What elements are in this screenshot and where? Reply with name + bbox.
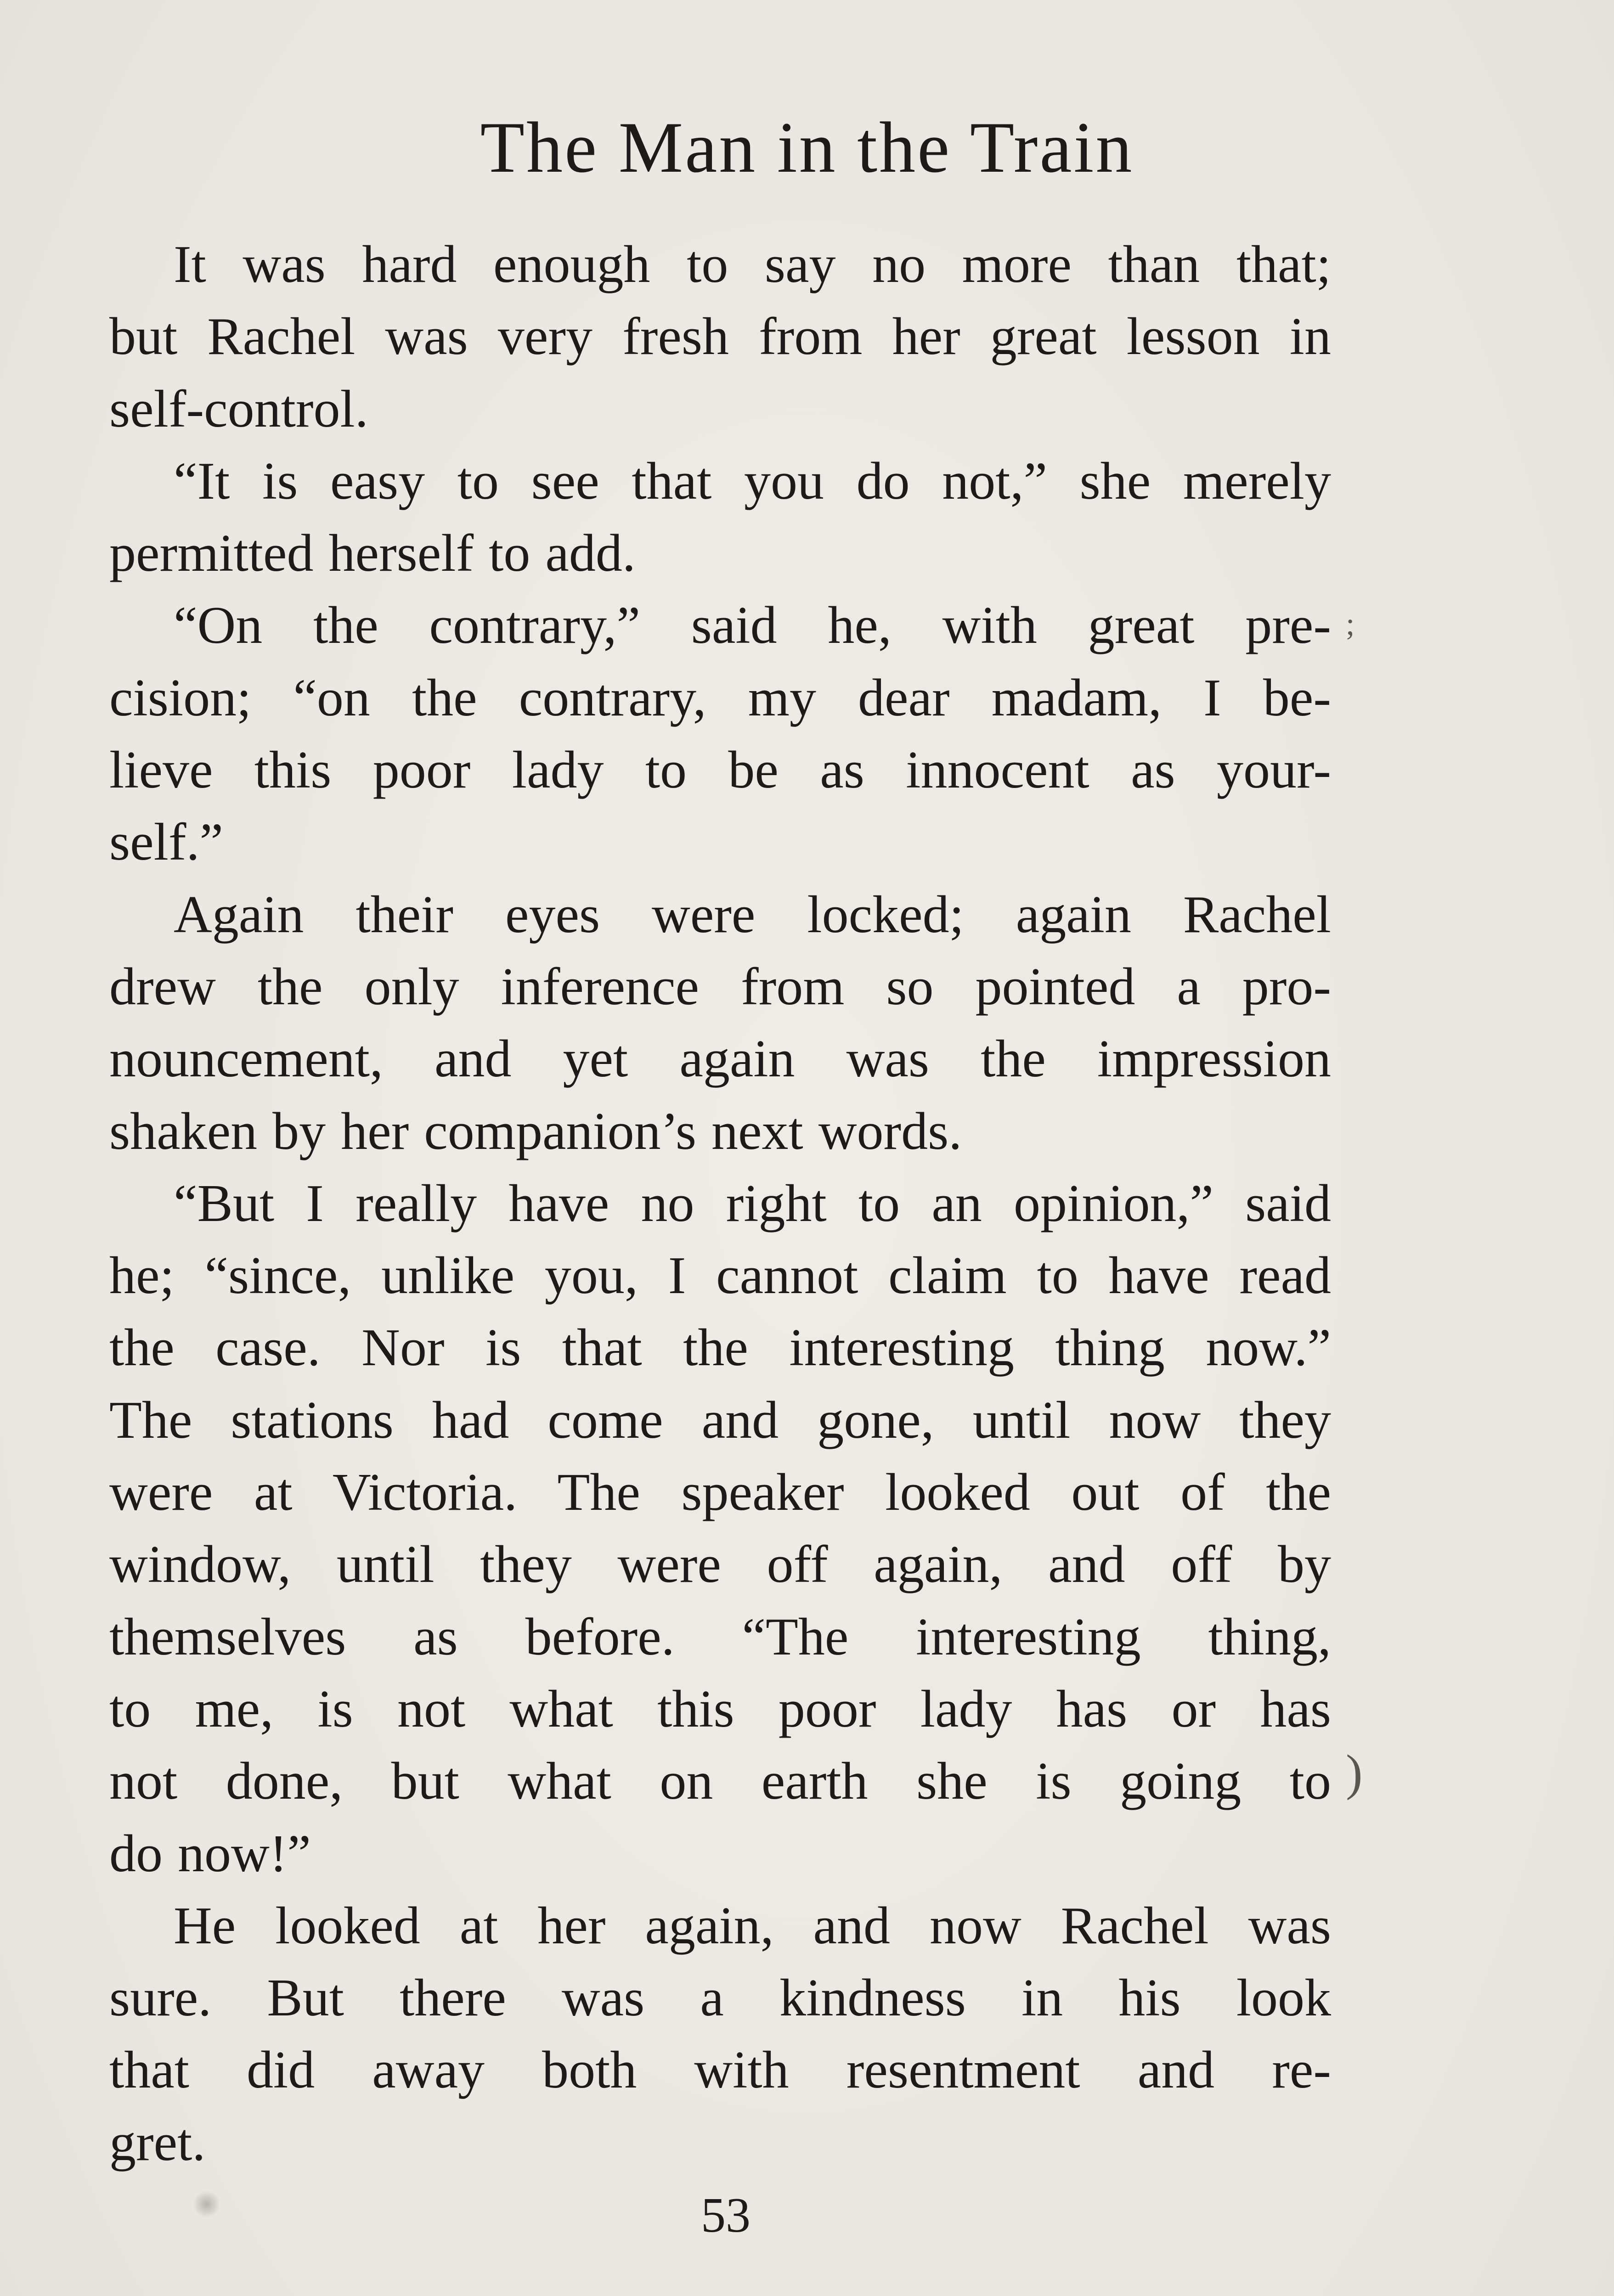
text-line: gret. — [109, 2113, 206, 2172]
text-line: that did away both with resentment and re- — [109, 2041, 1331, 2100]
text-line: to me, is not what this poor lady has or has — [109, 1679, 1331, 1739]
text-line: shaken by her companion’s next words. — [109, 1102, 962, 1161]
text-line: “It is easy to see that you do not,” she merely — [174, 451, 1331, 511]
text-line: sure. But there was a kindness in his look — [109, 1969, 1331, 2028]
page-number: 53 — [701, 2188, 751, 2243]
margin-mark-bracket: ) — [1346, 1745, 1363, 1801]
text-line: He looked at her again, and now Rachel was — [174, 1896, 1331, 1955]
text-line: but Rachel was very fresh from her great lesson in — [109, 307, 1331, 366]
text-line: window, until they were off again, and off by — [109, 1535, 1331, 1594]
text-line: “On the contrary,” said he, with great pre- — [174, 596, 1331, 655]
text-line: themselves as before. “The interesting thing, — [109, 1607, 1331, 1666]
text-line: he; “since, unlike you, I cannot claim to have read — [109, 1246, 1331, 1306]
text-line: drew the only inference from so pointed a pro- — [109, 957, 1331, 1016]
text-line: The stations had come and gone, until now they — [109, 1390, 1331, 1450]
text-line: It was hard enough to say no more than that; — [174, 235, 1331, 294]
text-line: nouncement, and yet again was the impression — [109, 1030, 1331, 1089]
text-line: self.” — [109, 813, 223, 872]
text-line: cision; “on the contrary, my dear madam, I be- — [109, 668, 1331, 727]
margin-mark-semicolon: ; — [1346, 607, 1355, 642]
text-line: Again their eyes were locked; again Rachel — [174, 885, 1331, 944]
running-head: The Man in the Train — [480, 107, 1134, 188]
text-line: permitted herself to add. — [109, 524, 636, 583]
text-line: “But I really have no right to an opinion,” said — [174, 1174, 1331, 1233]
text-line: the case. Nor is that the interesting thing now.” — [109, 1318, 1331, 1378]
text-line: were at Victoria. The speaker looked out of the — [109, 1463, 1331, 1522]
text-line: self-control. — [109, 379, 368, 439]
text-line: lieve this poor lady to be as innocent as your- — [109, 741, 1331, 800]
text-line: do now!” — [109, 1824, 311, 1883]
text-line: not done, but what on earth she is going to — [109, 1752, 1331, 1811]
body-text — [109, 229, 1331, 2179]
